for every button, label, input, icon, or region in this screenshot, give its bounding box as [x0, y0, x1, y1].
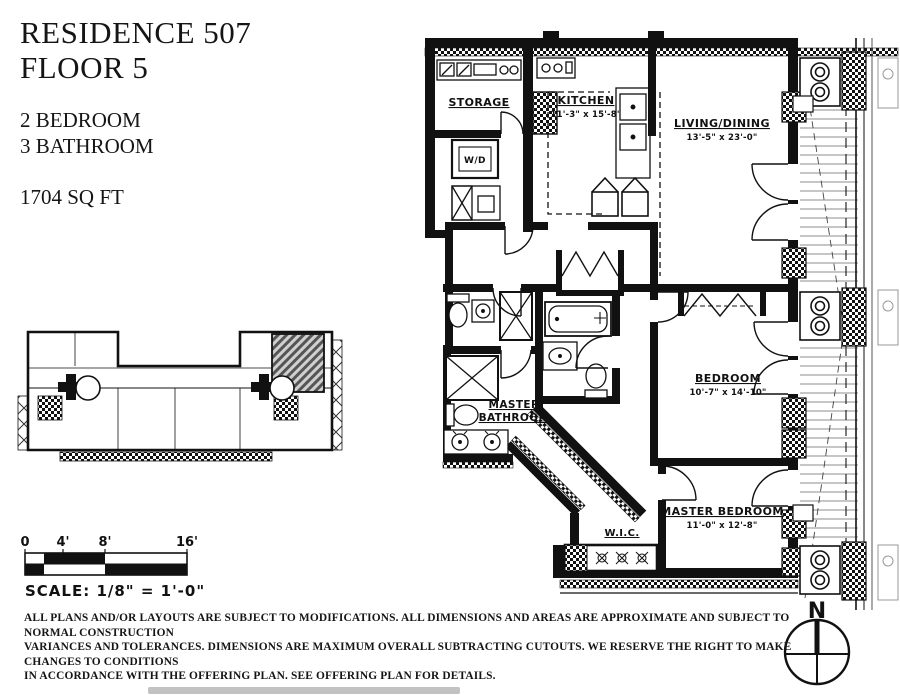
area-label: 1704 SQ FT [20, 185, 124, 210]
terrace [782, 38, 898, 610]
scale-tick-0: 0 [20, 535, 30, 550]
terrace-grill-bottom [800, 546, 840, 594]
scale-tick-4: 4' [56, 535, 70, 550]
kitchen-fixtures [537, 58, 660, 276]
north-label: N [807, 599, 827, 624]
master-bathroom-label-2: BATHROOM [478, 412, 550, 424]
floor-title: FLOOR 5 [20, 49, 149, 85]
terrace-grill-mid [800, 292, 840, 340]
living-dining-label: LIVING/DINING [674, 117, 770, 130]
residence-title: RESIDENCE 507 [20, 15, 252, 50]
kitchen-dims: 11'-3" x 15'-8" [550, 110, 622, 120]
bathroom-count: 3 BATHROOM [20, 133, 154, 158]
scale-tick-8: 8' [98, 535, 112, 550]
entry-desk [452, 186, 500, 220]
laundry-closet [452, 140, 498, 178]
kitchen-label: KITCHEN [557, 94, 615, 107]
scale-label: SCALE: 1/8" = 1'-0" [25, 582, 206, 600]
bedroom-count: 2 BEDROOM [20, 108, 141, 133]
disclaimer-line-3: IN ACCORDANCE WITH THE OFFERING PLAN. SEE OFFERING PLAN FOR DETAILS. [24, 670, 496, 683]
scan-artifact [148, 687, 460, 694]
master-bedroom-label: MASTER BEDROOM [660, 505, 784, 518]
storage-equipment [437, 60, 521, 80]
master-bedroom-dims: 11'-0" x 12'-8" [686, 521, 758, 531]
key-plan [18, 332, 342, 461]
living-dining-dims: 13'-5" x 23'-0" [686, 133, 758, 143]
disclaimer-line-1: ALL PLANS AND/OR LAYOUTS ARE SUBJECT TO MODIFICATIONS. ALL DIMENSIONS AND AREAS ARE APPROXIMATE AND SUBJECT TO NORMAL CONSTRUCTION [24, 612, 790, 639]
north-arrow [785, 599, 849, 684]
wic-label: W.I.C. [604, 528, 640, 539]
scale-bar [20, 535, 205, 600]
disclaimer [24, 611, 794, 684]
wic-closet [565, 545, 657, 571]
bath2-fixtures [543, 302, 611, 398]
disclaimer-line-2: VARIANCES AND TOLERANCES. DIMENSIONS ARE MAXIMUM OVERALL SUBTRACTING CUTOUTS. WE RESERVE THE RIGHT TO MAKE CHANGES TO CONDITIONS [24, 641, 792, 668]
laundry-label: W/D [464, 156, 486, 166]
scale-tick-16: 16' [175, 535, 199, 550]
storage-label: STORAGE [448, 96, 510, 109]
master-bathroom-label-1: MASTER [488, 399, 540, 411]
bedroom-label: BEDROOM [695, 372, 761, 385]
main-floor-plan [425, 31, 898, 610]
bedroom-dims: 10'-7" x 14'-10" [689, 388, 767, 398]
